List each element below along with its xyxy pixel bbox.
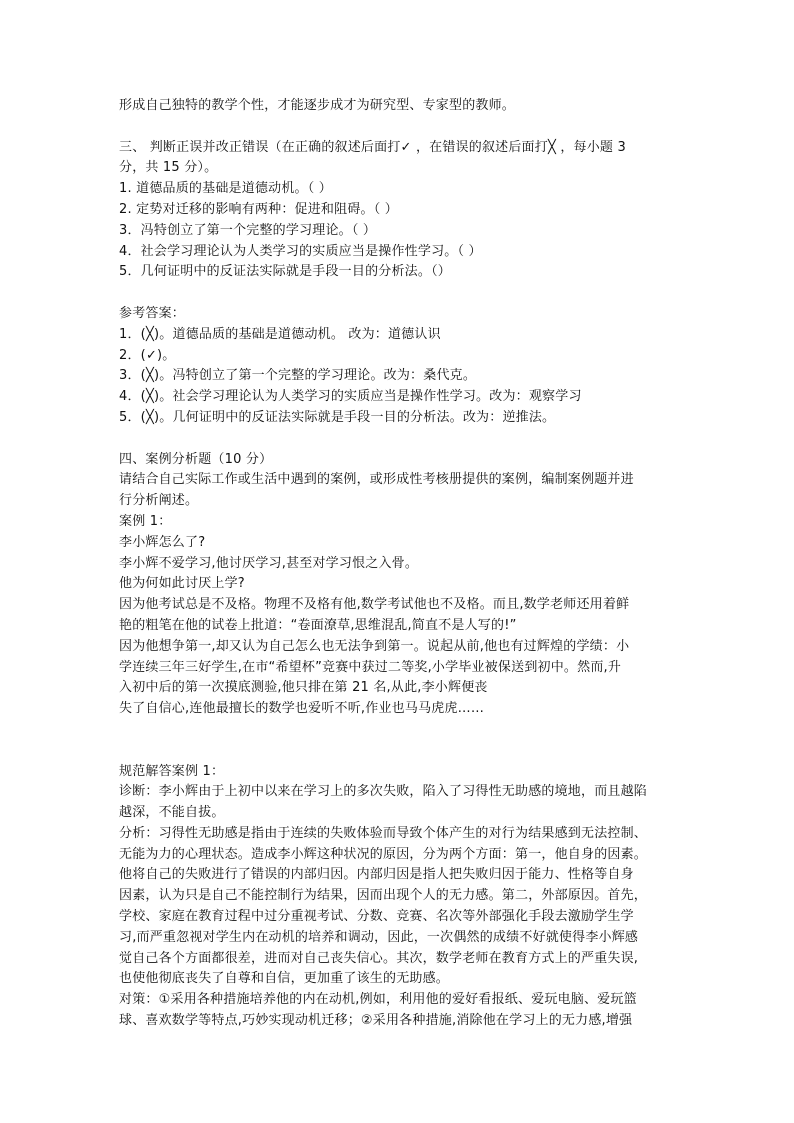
case-line: 因为他想争第一,却又认为自己怎么也无法争到第一。说起从前,他也有过辉煌的学绩：小 bbox=[119, 638, 630, 654]
spacer bbox=[119, 429, 679, 450]
spacer bbox=[119, 283, 679, 304]
answer-2: 2．(✓)。 bbox=[119, 347, 176, 363]
answer-1: 1．(╳)。道德品质的基础是道德动机。 改为：道德认识 bbox=[119, 326, 441, 342]
section4-prompt-line: 请结合自己实际工作或生活中遇到的案例，或形成性考核册提供的案例，编制案例题并进 bbox=[119, 472, 634, 488]
answer-line: 越深，不能自拔。 bbox=[119, 805, 225, 821]
case-line: 李小辉不爱学习,他讨厌学习,甚至对学习恨之入骨。 bbox=[119, 555, 419, 571]
section4-heading: 四、案例分析题（10 分） bbox=[119, 451, 273, 467]
case-line: 学连续三年三好学生,在市“希望杯”竞赛中获过二等奖,小学毕业被保送到初中。然而,升 bbox=[119, 659, 622, 675]
answer-line: 因素，认为只是自己不能控制行为结果，因而出现个人的无力感。第二，外部原因。首先， bbox=[119, 888, 648, 904]
case-line: 他为何如此讨厌上学? bbox=[119, 576, 245, 592]
section3-heading: 三、 判断正误并改正错误（在正确的叙述后面打✓ ，在错误的叙述后面打╳ ，每小题 3 bbox=[119, 139, 626, 155]
answer-line: 诊断：李小辉由于上初中以来在学习上的多次失败，陷入了习得性无助感的境地，而且越陷 bbox=[119, 784, 648, 800]
intro-line: 形成自己独特的教学个性，才能逐步成才为研究型、专家型的教师。 bbox=[119, 98, 516, 113]
case-line: 因为他考试总是不及格。物理不及格有他,数学考试他也不及格。而且,数学老师还用着鲜 bbox=[119, 597, 630, 613]
case-line: 入初中后的第一次摸底测验,他只排在第 21 名,从此,李小辉便丧 bbox=[119, 680, 488, 696]
answers-title: 参考答案： bbox=[119, 305, 186, 321]
answer-line: 也使他彻底丧失了自尊和自信，更加重了该生的无助感。 bbox=[119, 971, 450, 987]
answer-line: 习,而严重忽视对学生内在动机的培养和调动，因此，一次偶然的成绩不好就使得李小辉感 bbox=[119, 929, 639, 945]
document-page bbox=[119, 96, 679, 1032]
answer-section-title: 规范解答案例 1： bbox=[119, 763, 225, 779]
spacer bbox=[119, 720, 679, 741]
answer-line: 他将自己的失败进行了错误的内部归因。内部归因是指人把失败归因于能力、性格等自身 bbox=[119, 867, 634, 883]
section4-prompt-line: 行分析阐述。 bbox=[119, 493, 199, 509]
answer-line: 分析：习得性无助感是指由于连续的失败体验而导致个体产生的对行为结果感到无法控制、 bbox=[119, 825, 648, 841]
spacer bbox=[119, 117, 679, 138]
question-3: 3．冯特创立了第一个完整的学习理论。（ ） bbox=[119, 222, 377, 238]
spacer bbox=[119, 741, 679, 762]
question-5: 5．几何证明中的反证法实际就是手段一目的分析法。（） bbox=[119, 264, 451, 280]
case-line: 李小辉怎么了? bbox=[119, 534, 206, 550]
answer-line: 球、喜欢数学等特点,巧妙实现动机迁移；②采用各种措施,消除他在学习上的无力感,增强 bbox=[119, 1013, 633, 1029]
answer-4: 4．(╳)。社会学习理论认为人类学习的实质应当是操作性学习。改为：观察学习 bbox=[119, 389, 582, 405]
answer-line: 对策：①采用各种措施培养他的内在动机,例如，利用他的爱好看报纸、爱玩电脑、爱玩篮 bbox=[119, 992, 637, 1008]
case-line: 艳的粗笔在他的试卷上批道：“卷面潦草,思维混乱,简直不是人写的!” bbox=[119, 617, 517, 633]
case-title: 案例 1： bbox=[119, 513, 172, 529]
answer-5: 5．(╳)。几何证明中的反证法实际就是手段一目的分析法。改为：逆推法。 bbox=[119, 409, 556, 425]
question-2: 2. 定势对迁移的影响有两种：促进和阻碍。（ ） bbox=[119, 201, 398, 217]
answer-line: 学校、家庭在教育过程中过分重视考试、分数、竞赛、名次等外部强化手段去激励学生学 bbox=[119, 909, 634, 925]
answer-3: 3．(╳)。冯特创立了第一个完整的学习理论。改为：桑代克。 bbox=[119, 368, 477, 384]
section3-heading-cont: 分，共 15 分）。 bbox=[119, 160, 218, 176]
question-4: 4．社会学习理论认为人类学习的实质应当是操作性学习。（ ） bbox=[119, 243, 482, 259]
answer-line: 无能为力的心理状态。造成李小辉这种状况的原因，分为两个方面：第一，他自身的因素。 bbox=[119, 846, 648, 862]
question-1: 1. 道德品质的基础是道德动机。（ ） bbox=[119, 181, 332, 197]
answer-line: 觉自己各个方面都很差，进而对自己丧失信心。其次，数学老师在教育方式上的严重失误, bbox=[119, 950, 639, 966]
case-line: 失了自信心,连他最擅长的数学也爱听不听,作业也马马虎虎…… bbox=[119, 701, 485, 717]
